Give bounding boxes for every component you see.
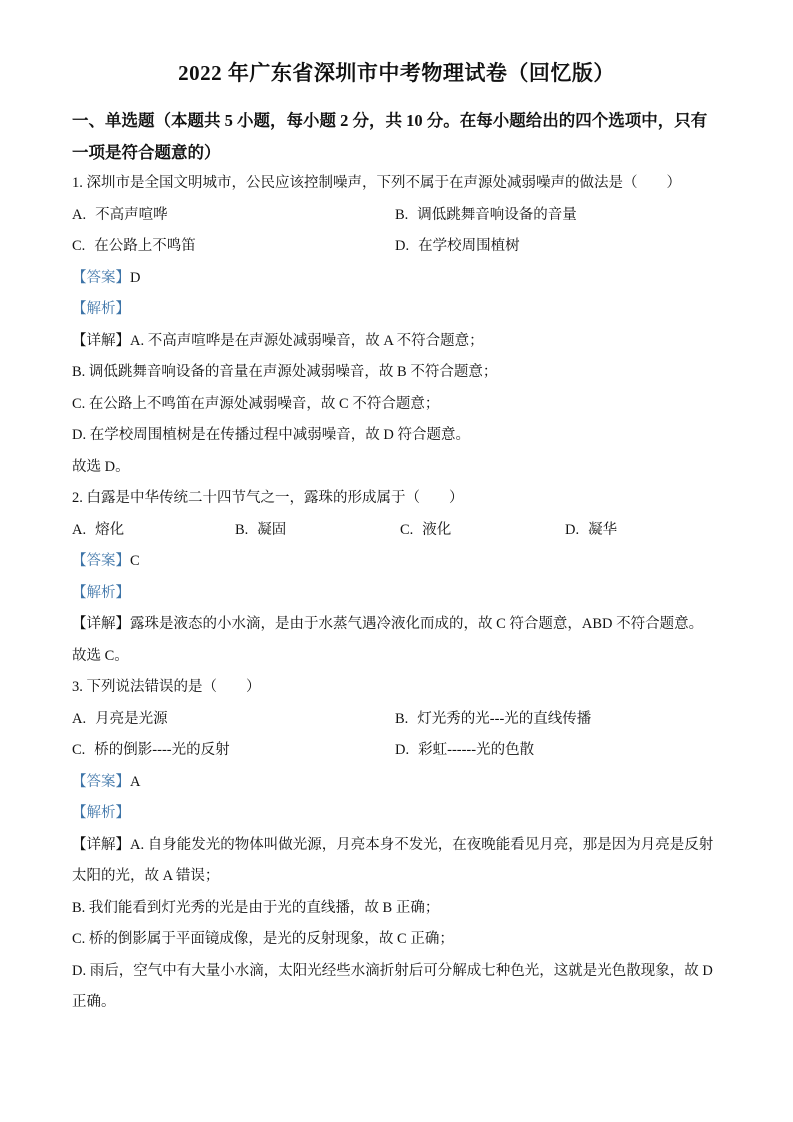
option-label: C. [72, 238, 86, 254]
option-d [395, 231, 721, 263]
option-b [395, 704, 721, 736]
detail-line: 故选 D。 [72, 458, 130, 475]
question-stem: 3. 下列说法错误的是（ ） [72, 679, 261, 695]
option-d [565, 515, 721, 547]
option-b [235, 515, 400, 547]
option-label: B. [395, 710, 409, 727]
analysis-label: 【解析】 [72, 584, 130, 601]
analysis-line [72, 578, 721, 610]
option-d [395, 735, 721, 767]
detail-line: D. 雨后，空气中有大量小水滴，太阳光经些水滴折射后可分解成七种色光，这就是光色散现象，故 D 正确。 [72, 962, 713, 1010]
option-label: A. [72, 206, 87, 223]
option-label: B. [395, 206, 409, 223]
answer-value: D [130, 269, 141, 286]
option-label: D. [565, 521, 580, 538]
detail-line: C. 桥的倒影属于平面镜成像，是光的反射现象，故 C 正确； [72, 931, 454, 947]
analysis-label: 【解析】 [72, 805, 130, 821]
option-text: 在公路上不鸣笛 [94, 238, 196, 254]
detail-line: 【详解】A. 自身能发光的物体叫做光源，月亮本身不发光，在夜晚能看见月亮，那是因为月亮是反射太阳的光，故 A 错误； [72, 836, 714, 884]
option-label: D. [395, 238, 410, 254]
option-label: D. [395, 742, 410, 758]
detail-line: D. 在学校周围植树是在传播过程中减弱噪音，故 D 符合题意。 [72, 427, 470, 443]
option-label: C. [400, 521, 414, 538]
question-stem: 1. 深圳市是全国文明城市，公民应该控制噪声，下列不属于在声源处减弱噪声的做法是（ ） [72, 175, 681, 191]
answer-line [72, 546, 721, 578]
option-text: 桥的倒影----光的反射 [94, 742, 230, 758]
option-text: 凝华 [588, 521, 618, 538]
option-text: 灯光秀的光---光的直线传播 [417, 710, 592, 727]
section-heading: 一、单选题（本题共 5 小题，每小题 2 分，共 10 分。在每小题给出的四个选项中，只有一项是符合题意的） [72, 111, 708, 162]
detail-line: 【详解】露珠是液态的小水滴，是由于水蒸气遇冷液化而成的，故 C 符合题意，ABD 不符合题意。 [72, 616, 704, 632]
answer-value: A [130, 773, 141, 790]
option-text: 熔化 [95, 521, 125, 538]
detail-line: B. 我们能看到灯光秀的光是由于光的直线播，故 B 正确； [72, 899, 440, 916]
options-grid [72, 704, 721, 767]
analysis-label: 【解析】 [72, 301, 130, 317]
option-a [72, 704, 395, 736]
option-label: C. [72, 742, 86, 758]
option-text: 在学校周围植树 [418, 238, 520, 254]
page-title: 2022 年广东省深圳市中考物理试卷（回忆版） [178, 61, 615, 85]
option-text: 月亮是光源 [95, 710, 168, 727]
option-b [395, 200, 721, 232]
option-a [72, 515, 235, 547]
option-c [400, 515, 565, 547]
option-text: 调低跳舞音响设备的音量 [417, 206, 577, 223]
analysis-line [72, 798, 721, 830]
detail-line: C. 在公路上不鸣笛在声源处减弱噪音，故 C 不符合题意； [72, 395, 440, 412]
answer-line [72, 767, 721, 799]
question-block-2 [72, 483, 721, 672]
answer-label: 【答案】 [72, 773, 130, 790]
option-label: B. [235, 521, 249, 538]
option-text: 液化 [422, 521, 452, 538]
question-block-3 [72, 672, 721, 1019]
option-label: A. [72, 710, 87, 727]
answer-value: C [130, 553, 140, 569]
option-c [72, 735, 395, 767]
question-block-1 [72, 168, 721, 483]
options-grid [72, 200, 721, 263]
option-text: 不高声喧哗 [95, 206, 168, 223]
question-stem: 2. 白露是中华传统二十四节气之一，露珠的形成属于（ ） [72, 490, 464, 506]
detail-line: 【详解】A. 不高声喧哗是在声源处减弱噪音，故 A 不符合题意； [72, 332, 484, 349]
option-text: 凝固 [257, 521, 287, 538]
options-row [72, 515, 721, 547]
detail-line: 故选 C。 [72, 647, 129, 664]
option-label: A. [72, 521, 87, 538]
answer-line [72, 263, 721, 295]
option-c [72, 231, 395, 263]
detail-line: B. 调低跳舞音响设备的音量在声源处减弱噪音，故 B 不符合题意； [72, 364, 498, 380]
option-a [72, 200, 395, 232]
analysis-line [72, 294, 721, 326]
answer-label: 【答案】 [72, 269, 130, 286]
option-text: 彩虹------光的色散 [418, 742, 535, 758]
answer-label: 【答案】 [72, 553, 130, 569]
